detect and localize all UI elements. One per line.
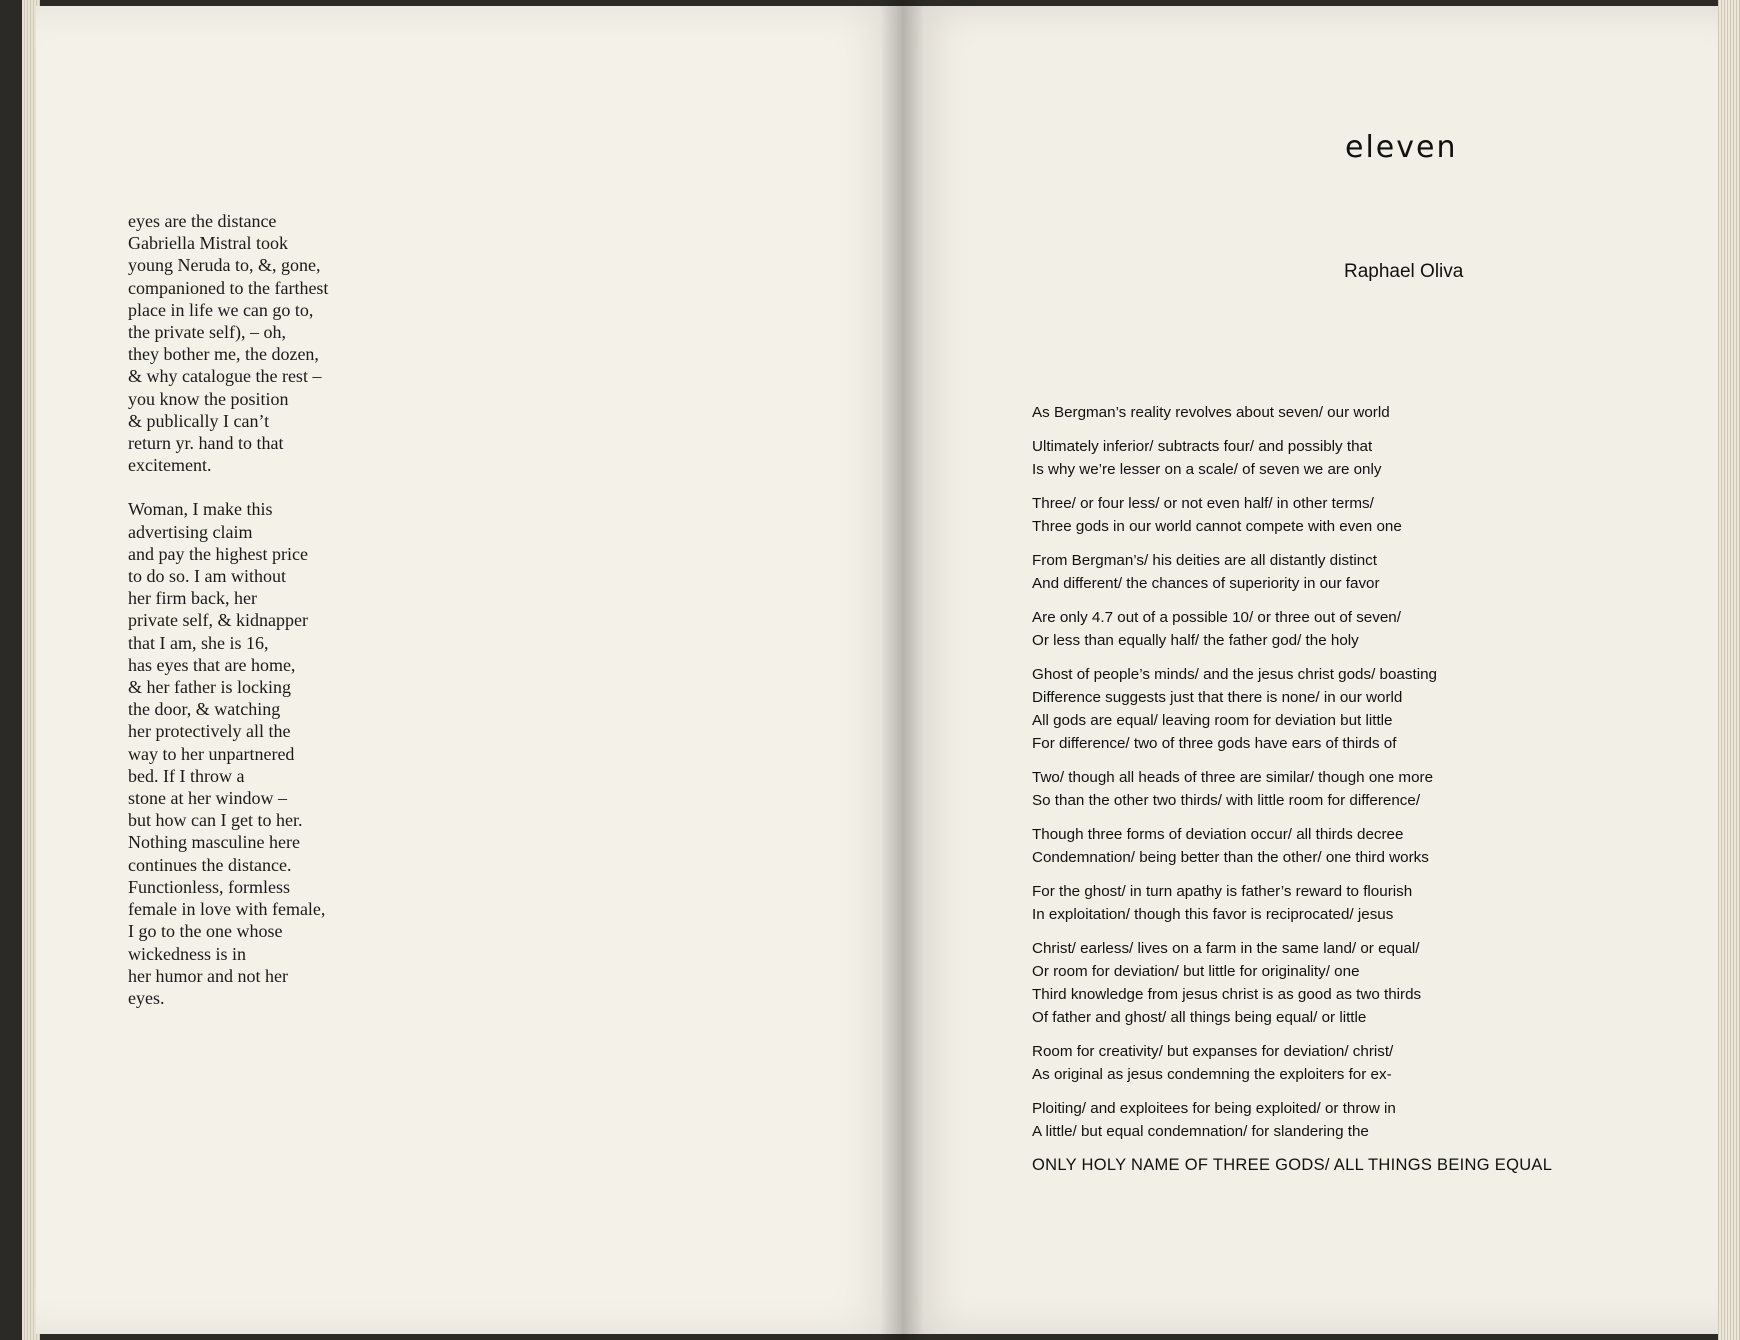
poem-line: & her father is locking [128,677,291,698]
poem-line: Functionless, formless [128,876,290,897]
poem-line: Three/ or four less/ or not even half/ in other terms/ [1032,495,1374,512]
poem-line: has eyes that are home, [128,654,296,675]
poem-line: Though three forms of deviation occur/ all thirds decree [1032,826,1404,843]
poem-line: As original as jesus condemning the exploiters for ex- [1032,1066,1392,1083]
poem-author: Raphael Oliva [1344,261,1464,282]
poem-line: female in love with female, [128,899,326,920]
poem-line: Room for creativity/ but expanses for deviation/ christ/ [1032,1043,1394,1060]
poem-line: Gabriella Mistral took [128,233,288,254]
poem-line: Two/ though all heads of three are similar/ though one more [1032,769,1434,786]
poem-line: I go to the one whose [128,921,283,942]
poem-line: return yr. hand to that [128,433,284,454]
poem-stanza [1032,1097,1652,1143]
poem-line: For the ghost/ in turn apathy is father’s reward to flourish [1032,883,1413,900]
poem-line: Three gods in our world cannot compete with even one [1032,518,1402,535]
poem-stanza [1032,1040,1652,1086]
right-poem [1032,401,1652,1177]
poem-stanza [1032,937,1652,1029]
poem-line: private self, & kidnapper [128,610,308,631]
poem-line: & publically I can’t [128,410,270,431]
poem-stanza [1032,492,1652,538]
poem-line: wickedness is in [128,943,246,964]
poem-line: you know the position [128,388,289,409]
poem-stanza [1032,766,1652,812]
poem-line: continues the distance. [128,854,292,875]
poem-line: her humor and not her [128,965,288,986]
poem-line: her firm back, her [128,588,257,609]
poem-line: Of father and ghost/ all things being equal/ or little [1032,1009,1367,1026]
poem-stanza [1032,435,1652,481]
poem-line: And different/ the chances of superiority in our favor [1032,575,1380,592]
poem-line: Or less than equally half/ the father god/ the holy [1032,632,1359,649]
poem-line: they bother me, the dozen, [128,344,319,365]
page-edges-right [1718,0,1740,1340]
poem-line: From Bergman’s/ his deities are all distantly distinct [1032,552,1377,569]
poem-line: companioned to the farthest [128,277,329,298]
poem-line: In exploitation/ though this favor is reciprocated/ jesus [1032,906,1394,923]
poem-line: Are only 4.7 out of a possible 10/ or three out of seven/ [1032,609,1401,626]
poem-line: the door, & watching [128,699,281,720]
poem-title: eleven [1345,130,1458,165]
poem-line: Nothing masculine here [128,832,300,853]
poem-line: her protectively all the [128,721,291,742]
poem-line: the private self), – oh, [128,322,286,343]
poem-stanza [1032,549,1652,595]
poem-line: As Bergman’s reality revolves about seven/ our world [1032,404,1390,421]
poem-line: bed. If I throw a [128,765,245,786]
poem-line: Difference suggests just that there is none/ in our world [1032,689,1403,706]
poem-line: stone at her window – [128,788,287,809]
poem-stanza [1032,401,1652,424]
poem-line: way to her unpartnered [128,743,295,764]
poem-line: and pay the highest price [128,543,308,564]
poem-stanza [1032,880,1652,926]
poem-stanza [1032,663,1652,755]
poem-final-line: ONLY HOLY NAME OF THREE GODS/ ALL THINGS BEING EQUAL [1032,1156,1553,1174]
poem-line: Or room for deviation/ but little for originality/ one [1032,963,1360,980]
poem-line: Ploiting/ and exploitees for being exploited/ or throw in [1032,1100,1396,1117]
poem-line: Woman, I make this [128,499,273,520]
poem-line: that I am, she is 16, [128,632,269,653]
poem-line: Christ/ earless/ lives on a farm in the same land/ or equal/ [1032,940,1420,957]
poem-line: Condemnation/ being better than the other/ one third works [1032,849,1429,866]
poem-stanza [1032,606,1652,652]
stanza-break [128,476,388,498]
poem-line: For difference/ two of three gods have ears of thirds of [1032,735,1397,752]
poem-line: Ghost of people’s minds/ and the jesus christ gods/ boasting [1032,666,1437,683]
poem-line: eyes are the distance [128,211,277,231]
poem-line: to do so. I am without [128,566,286,587]
book-gutter [880,0,924,1340]
poem-line: Is why we’re lesser on a scale/ of seven we are only [1032,461,1382,478]
poem-line: excitement. [128,455,212,476]
poem-line: All gods are equal/ leaving room for deviation but little [1032,712,1393,729]
poem-line: Third knowledge from jesus christ is as good as two thirds [1032,986,1422,1003]
poem-line: advertising claim [128,521,253,542]
poem-line: but how can I get to her. [128,810,303,831]
poem-line: A little/ but equal condemnation/ for slandering the [1032,1123,1369,1140]
poem-line: young Neruda to, &, gone, [128,255,321,276]
poem-line: place in life we can go to, [128,299,314,320]
poem-line: So than the other two thirds/ with little room for difference/ [1032,792,1421,809]
poem-line: & why catalogue the rest – [128,366,322,387]
poem-stanza [1032,823,1652,869]
poem-line: eyes. [128,987,165,1008]
poem-line: Ultimately inferior/ subtracts four/ and possibly that [1032,438,1373,455]
left-poem [128,210,388,1009]
